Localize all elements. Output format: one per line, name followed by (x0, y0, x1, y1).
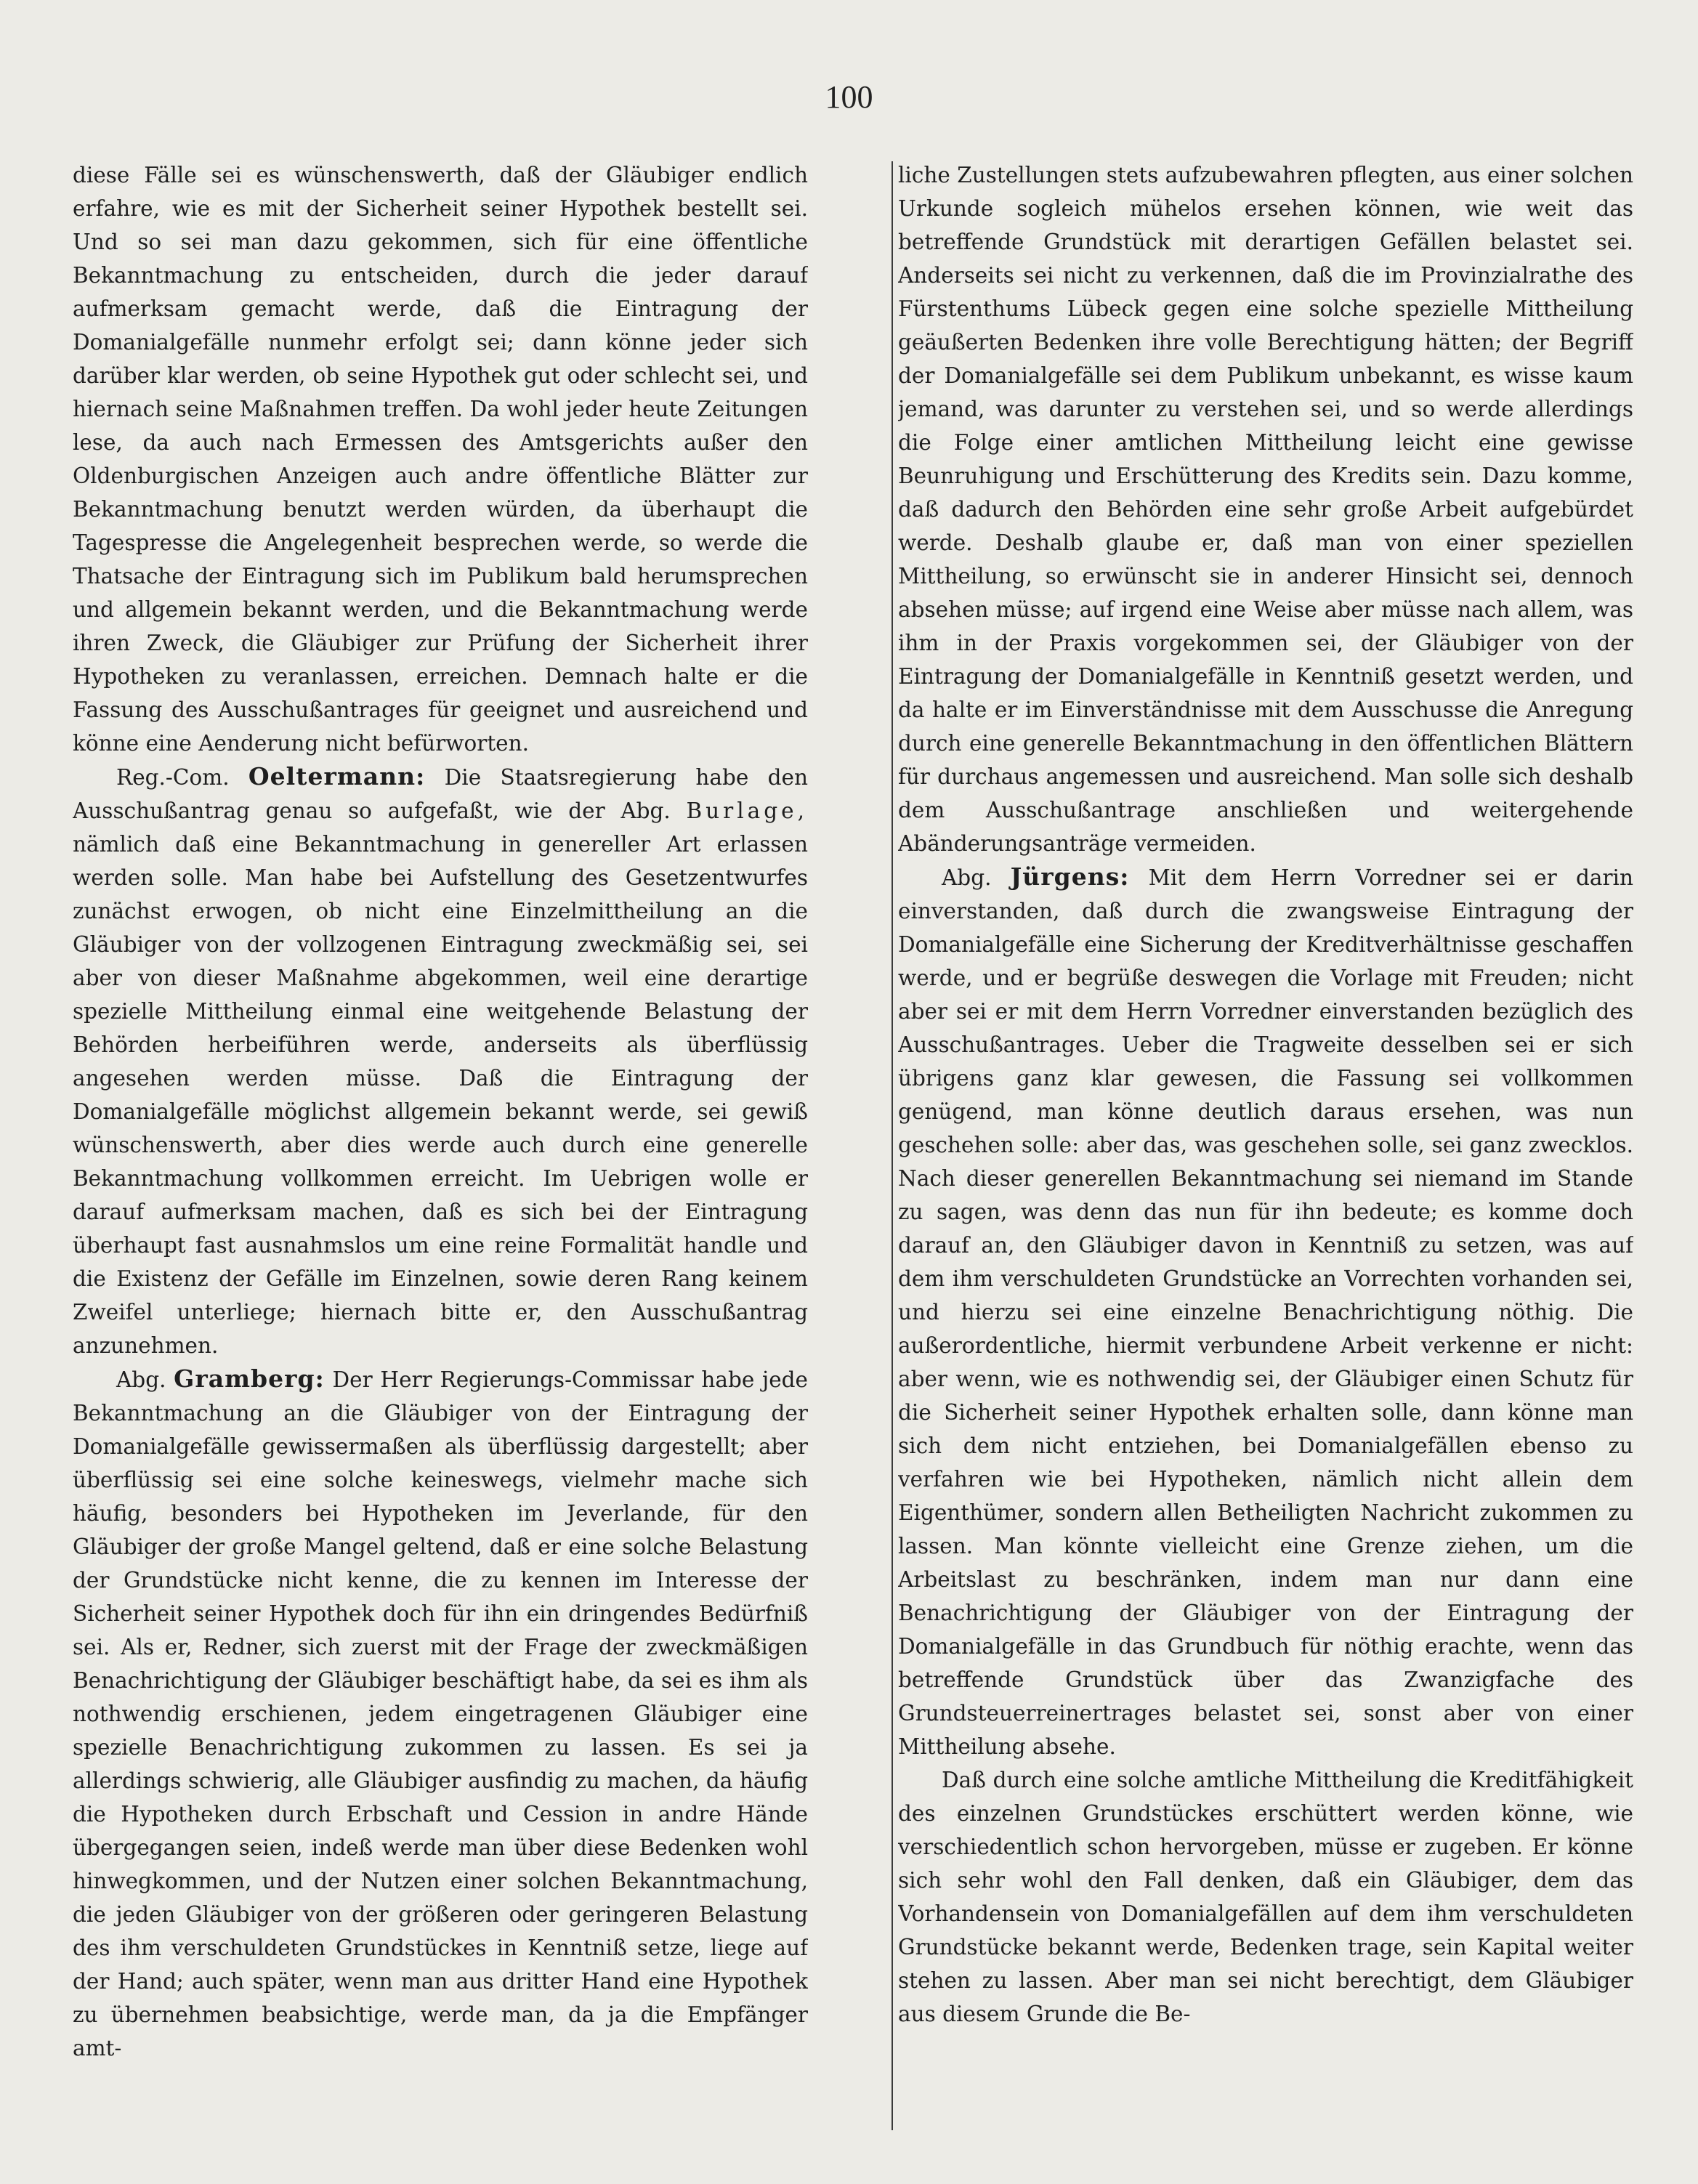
paragraph: diese Fälle sei es wünschenswerth, daß der Gläubiger endlich erfahre, wie es mit der Sicherheit seiner Hypothek bestellt sei. Und so sei man dazu gekommen, sich für eine öffentliche Bekanntmachung zu entscheiden, durch die jeder darauf aufmerksam gemacht werde, daß die Eintragung der Domanialgefälle nunmehr erfolgt sei; dann könne jeder sich darüber klar werden, ob seine Hypothek gut oder schlecht sei, und hiernach seine Maßnahmen treffen. Da wohl jeder heute Zeitungen lese, da auch nach Ermessen des Amtsgerichts außer den Oldenburgischen Anzeigen auch andre öffentliche Blätter zur Bekanntmachung benutzt werden würden, da überhaupt die Tagespresse die Angelegenheit besprechen werde, so werde die Thatsache der Eintragung sich im Publikum bald herumsprechen und allgemein bekannt werden, und die Bekanntmachung werde ihren Zweck, die Gläubiger zur Prüfung der Sicherheit ihrer Hypotheken zu veranlassen, erreichen. Demnach halte er die Fassung des Ausschußantrages für geeignet und ausreichend und könne eine Aenderung nicht befürworten. (73, 163, 808, 756)
left-column (73, 158, 808, 2164)
speech-text: Mit dem Herrn Vorredner sei er darin einverstanden, daß durch die zwangsweise Eintragung der Domanialgefälle eine Sicherung der Kreditverhältnisse geschaffen werde, und er begrüße deswegen die Vorlage mit Freuden; nicht aber sei er mit dem Herrn Vorredner einverstanden bezüglich des Ausschußantrages. Ueber die Tragweite desselben sei er sich übrigens ganz klar gewesen, die Fassung sei vollkommen genügend, man könne deutlich daraus ersehen, was nun geschehen solle: aber das, was geschehen solle, sei ganz zwecklos. Nach dieser generellen Bekanntmachung sei niemand im Stande zu sagen, was denn das nun für ihn bedeute; es komme doch darauf an, den Gläubiger davon in Kenntniß zu setzen, was auf dem ihm verschuldeten Grundstücke an Vorrechten vorhanden sei, und hierzu sei eine einzelne Benachrichtigung nöthig. Die außerordentliche, hiermit verbundene Arbeit verkenne er nicht: aber wenn, wie es nothwendig sei, der Gläubiger einen Schutz für die Sicherheit seiner Hypothek erhalten solle, dann könne man sich dem nicht entziehen, bei Domanialgefällen ebenso zu verfahren wie bei Hypotheken, nämlich nicht allein dem Eigenthümer, sondern allen Betheiligten Nachricht zukommen zu lassen. Man könnte vielleicht eine Grenze ziehen, um die Arbeitslast zu beschränken, indem man nur dann eine Benachrichtigung der Gläubiger von der Eintragung der Domanialgefälle in das Grundbuch für nöthig erachte, wenn das betreffende Grundstück über das Zwanzigfache des Grundsteuerreinertrages belastet sei, sonst aber von einer Mittheilung absehe. (898, 865, 1633, 1759)
paragraph (73, 1362, 808, 2065)
speaker-prefix: Abg. (116, 1367, 166, 1392)
paragraph (73, 760, 808, 1362)
speaker-name: Gramberg: (174, 1364, 325, 1393)
right-column (898, 158, 1633, 2164)
page-number: 100 (825, 79, 873, 115)
paragraph: Daß durch eine solche amtliche Mittheilung die Kreditfähigkeit des einzelnen Grundstückes erschüttert werden könne, wie verschiedentlich schon hervorgeben, müsse er zugeben. Er könne sich sehr wohl den Fall denken, daß ein Gläubiger, dem das Vorhandensein von Domanialgefällen auf dem ihm verschuldeten Grundstücke bekannt werde, Bedenken trage, sein Kapital weiter stehen zu lassen. Aber man sei nicht berechtigt, dem Gläubiger aus diesem Grunde die Be- (898, 1768, 1633, 2026)
paragraph: liche Zustellungen stets aufzubewahren pflegten, aus einer solchen Urkunde sogleich mühelos ersehen können, wie weit das betreffende Grundstück mit derartigen Gefällen belastet sei. Anderseits sei nicht zu verkennen, daß die im Provinzialrathe des Fürstenthums Lübeck gegen eine solche spezielle Mittheilung geäußerten Bedenken ihre volle Berechtigung hätten; der Begriff der Domanialgefälle sei dem Publikum unbekannt, es wisse kaum jemand, was darunter zu verstehen sei, und so werde allerdings die Folge einer amtlichen Mittheilung leicht eine gewisse Beunruhigung und Erschütterung des Kredits sein. Dazu komme, daß dadurch den Behörden eine sehr große Arbeit aufgebürdet werde. Deshalb glaube er, daß man von einer speziellen Mittheilung, so erwünscht sie in anderer Hinsicht sei, dennoch absehen müsse; auf irgend eine Weise aber müsse nach allem, was ihm in der Praxis vorgekommen sei, der Gläubiger von der Eintragung der Domanialgefälle in Kenntniß gesetzt werden, und da halte er im Einverständnisse mit dem Ausschusse die Anregung durch eine generelle Bekanntmachung in den öffentlichen Blättern für durchaus angemessen und ausreichend. Man solle sich deshalb dem Ausschußantrage anschließen und weitergehende Abänderungsanträge vermeiden. (898, 163, 1633, 856)
speaker-name: Oeltermann: (248, 762, 426, 790)
speech-text: nämlich daß eine Bekanntmachung in genereller Art erlassen werden solle. Man habe bei Aufstellung des Gesetzentwurfes zunächst erwogen, ob nicht eine Einzelmittheilung an die Gläubiger von der vollzogenen Eintragung zweckmäßig sei, sei aber von dieser Maßnahme abgekommen, weil eine derartige spezielle Mittheilung einmal eine weitgehende Belastung der Behörden herbeiführen werde, anderseits als überflüssig angesehen werden müsse. Daß die Eintragung der Domanialgefälle möglichst allgemein bekannt werde, sei gewiß wünschenswerth, aber dies werde auch durch eine generelle Bekanntmachung vollkommen erreicht. Im Uebrigen wolle er darauf aufmerksam machen, daß es sich bei der Eintragung überhaupt fast ausnahmslos um eine reine Formalität handle und die Existenz der Gefälle im Einzelnen, sowie deren Rang keinem Zweifel unterliege; hiernach bitte er, den Ausschußantrag anzunehmen. (73, 832, 808, 1358)
speaker-prefix: Reg.-Com. (116, 765, 230, 790)
spaced-name: Burlage, (686, 798, 808, 823)
column-divider (892, 161, 893, 2130)
speaker-name: Jürgens: (1010, 862, 1130, 891)
speech-text: Die Staatsregierung habe den Ausschußantrag genau so aufgefaßt, wie der Abg. (73, 765, 808, 823)
speaker-prefix: Abg. (942, 865, 992, 890)
speech-text: Der Herr Regierungs-Commissar habe jede Bekanntmachung an die Gläubiger von der Eintragung der Domanialgefälle gewissermaßen als überflüssig dargestellt; aber überflüssig sei eine solche keineswegs, vielmehr mache sich häufig, besonders bei Hypotheken im Jeverlande, für den Gläubiger der große Mangel geltend, daß er eine solche Belastung der Grundstücke nicht kenne, die zu kennen im Interesse der Sicherheit seiner Hypothek doch für ihn ein dringendes Bedürfniß sei. Als er, Redner, sich zuerst mit der Frage der zweckmäßigen Benachrichtigung der Gläubiger beschäftigt habe, da sei es ihm als nothwendig erschienen, jedem eingetragenen Gläubiger eine spezielle Benachrichtigung zukommen zu lassen. Es sei ja allerdings schwierig, alle Gläubiger ausfindig zu machen, da häufig die Hypotheken durch Erbschaft und Cession in andre Hände übergegangen seien, indeß werde man über diese Bedenken wohl hinwegkommen, und der Nutzen einer solchen Bekanntmachung, die jeden Gläubiger von der größeren oder geringeren Belastung des ihm verschuldeten Grundstückes in Kenntniß setze, liege auf der Hand; auch später, wenn man aus dritter Hand eine Hypothek zu übernehmen beabsichtige, werde man, da ja die Empfänger amt- (73, 1367, 808, 2060)
paragraph (898, 860, 1633, 1763)
